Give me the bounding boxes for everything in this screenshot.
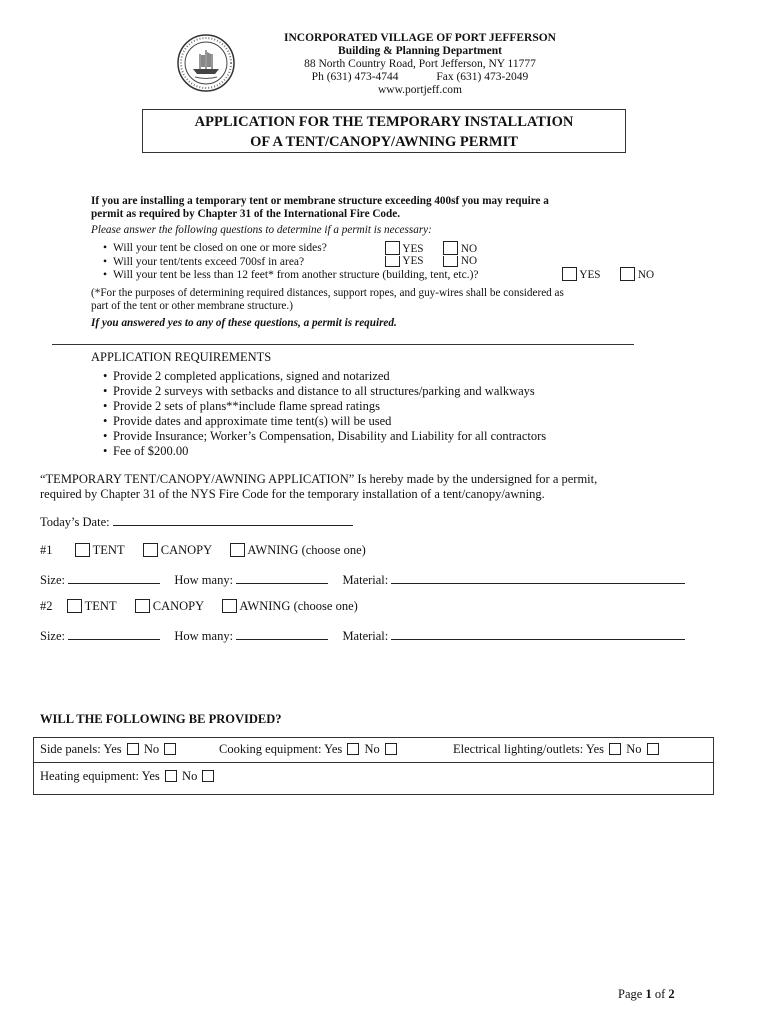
requirements-heading: APPLICATION REQUIREMENTS xyxy=(91,350,272,364)
material-1-label: Material: xyxy=(342,573,389,587)
size-1-label: Size: xyxy=(40,573,65,587)
q1-yes-checkbox[interactable] xyxy=(385,241,400,255)
structure-2-tent-checkbox[interactable] xyxy=(67,599,82,613)
form-title-box xyxy=(142,109,626,153)
page-number xyxy=(618,987,675,1002)
structure-1-tent-label: TENT xyxy=(92,543,125,557)
form-title-line1: APPLICATION FOR THE TEMPORARY INSTALLATION xyxy=(194,114,574,130)
page-prefix: Page xyxy=(618,987,643,1001)
q3-yes-label: YES xyxy=(579,269,601,281)
structure-2-row xyxy=(40,599,358,614)
electrical-no-label: No xyxy=(626,742,642,756)
provided-table xyxy=(33,737,714,795)
electrical-yes-checkbox[interactable] xyxy=(609,743,621,755)
application-statement-line2: required by Chapter 31 of the NYS Fire Code for the temporary installation of a tent/canopy/awning. xyxy=(40,487,545,501)
cooking-no-checkbox[interactable] xyxy=(385,743,397,755)
how-many-2-field[interactable] xyxy=(236,628,328,640)
structure-2-canopy-label: CANOPY xyxy=(152,599,204,613)
structure-1-row xyxy=(40,543,366,558)
size-row-2 xyxy=(40,628,685,644)
q1-no-checkbox[interactable] xyxy=(443,241,458,255)
provided-table-divider xyxy=(34,762,713,763)
header-website: www.portjeff.com xyxy=(378,84,462,96)
question-1: • Will your tent be closed on one or more sides? xyxy=(113,241,327,255)
header-phone-fax xyxy=(200,71,640,84)
cooking-no-label: No xyxy=(364,742,380,756)
q3-no-label: NO xyxy=(637,269,655,281)
electrical-label: Electrical lighting/outlets: Yes xyxy=(453,742,605,756)
material-2-field[interactable] xyxy=(391,628,685,640)
permit-required-note: If you answered yes to any of these questions, a permit is required. xyxy=(91,317,397,329)
todays-date-label: Today’s Date: xyxy=(40,515,110,529)
application-statement-line1: “TEMPORARY TENT/CANOPY/AWNING APPLICATION” Is hereby made by the undersigned for a permit, xyxy=(40,472,598,486)
size-2-field[interactable] xyxy=(68,628,160,640)
structure-1-canopy-label: CANOPY xyxy=(160,543,212,557)
structure-1-awning-checkbox[interactable] xyxy=(230,543,245,557)
q3-no-checkbox[interactable] xyxy=(620,267,635,281)
intro-instruction: Please answer the following questions to determine if a permit is necessary: xyxy=(91,224,432,236)
intro-bold-line1: If you are installing a temporary tent or membrane structure exceeding 400sf you may require a xyxy=(91,195,549,207)
electrical-item xyxy=(453,742,661,757)
structure-2-awning-checkbox[interactable] xyxy=(222,599,237,613)
cooking-item xyxy=(219,742,399,757)
electrical-no-checkbox[interactable] xyxy=(647,743,659,755)
structure-1-tent-checkbox[interactable] xyxy=(75,543,90,557)
side-panels-no-checkbox[interactable] xyxy=(164,743,176,755)
question-2-answers xyxy=(385,255,477,269)
header-dept: Building & Planning Department xyxy=(338,45,502,57)
todays-date-field[interactable] xyxy=(113,514,353,526)
size-2-label: Size: xyxy=(40,629,65,643)
header-org: INCORPORATED VILLAGE OF PORT JEFFERSON xyxy=(283,32,556,44)
header-address: 88 North Country Road, Port Jefferson, NY 11777 xyxy=(304,58,536,70)
heating-no-label: No xyxy=(182,769,198,783)
heating-item xyxy=(40,769,216,784)
structure-1-canopy-checkbox[interactable] xyxy=(143,543,158,557)
question-3: • Will your tent be less than 12 feet* from another structure (building, tent, etc.)? xyxy=(113,268,479,282)
footnote-line1: (*For the purposes of determining required distances, support ropes, and guy-wires shall be considered as xyxy=(91,287,564,299)
heating-label: Heating equipment: Yes xyxy=(40,769,160,783)
q1-yes-label: YES xyxy=(402,243,424,255)
size-row-1 xyxy=(40,572,685,588)
requirement-item: • Provide Insurance; Worker’s Compensation, Disability and Liability for all contractors xyxy=(113,429,546,444)
side-panels-yes-checkbox[interactable] xyxy=(127,743,139,755)
structure-2-label: #2 xyxy=(40,599,53,613)
structure-1-label: #1 xyxy=(40,543,53,557)
how-many-2-label: How many: xyxy=(174,629,234,643)
q3-yes-checkbox[interactable] xyxy=(562,267,577,281)
structure-2-awning-label: AWNING (choose one) xyxy=(239,599,358,613)
header-phone: Ph (631) 473-4744 xyxy=(311,71,399,83)
requirement-item: • Provide 2 sets of plans**include flame spread ratings xyxy=(113,399,380,414)
question-2: • Will your tent/tents exceed 700sf in area? xyxy=(113,255,304,269)
requirement-item: • Provide 2 completed applications, signed and notarized xyxy=(113,369,390,384)
how-many-1-label: How many: xyxy=(174,573,234,587)
structure-1-awning-label: AWNING (choose one) xyxy=(247,543,366,557)
q2-no-checkbox[interactable] xyxy=(443,256,458,267)
page-of: of xyxy=(654,987,666,1001)
cooking-yes-checkbox[interactable] xyxy=(347,743,359,755)
q1-no-label: NO xyxy=(460,243,478,255)
cooking-label: Cooking equipment: Yes xyxy=(219,742,343,756)
material-1-field[interactable] xyxy=(391,572,685,584)
side-panels-label: Side panels: Yes xyxy=(40,742,122,756)
page-current: 1 xyxy=(645,987,652,1001)
intro-bold-line2: permit as required by Chapter 31 of the International Fire Code. xyxy=(91,208,400,220)
size-1-field[interactable] xyxy=(68,572,160,584)
footnote-line2: part of the tent or other membrane structure.) xyxy=(91,300,293,312)
page-total: 2 xyxy=(668,987,675,1001)
material-2-label: Material: xyxy=(342,629,389,643)
structure-2-tent-label: TENT xyxy=(84,599,117,613)
provided-heading: WILL THE FOLLOWING BE PROVIDED? xyxy=(40,712,282,726)
requirement-item: • Fee of $200.00 xyxy=(113,444,188,459)
heating-no-checkbox[interactable] xyxy=(202,770,214,782)
structure-2-canopy-checkbox[interactable] xyxy=(135,599,150,613)
side-panels-item xyxy=(40,742,178,757)
requirement-item: • Provide 2 surveys with setbacks and distance to all structures/parking and walkways xyxy=(113,384,535,399)
q2-yes-checkbox[interactable] xyxy=(385,256,400,267)
todays-date-row xyxy=(40,514,353,530)
section-divider xyxy=(52,344,634,345)
q2-yes-label: YES xyxy=(402,255,424,267)
requirement-item: • Provide dates and approximate time tent(s) will be used xyxy=(113,414,391,429)
form-title-line2: OF A TENT/CANOPY/AWNING PERMIT xyxy=(250,134,518,150)
how-many-1-field[interactable] xyxy=(236,572,328,584)
heating-yes-checkbox[interactable] xyxy=(165,770,177,782)
question-3-answers xyxy=(562,267,654,283)
header-fax: Fax (631) 473-2049 xyxy=(436,71,529,83)
side-panels-no-label: No xyxy=(143,742,160,756)
q2-no-label: NO xyxy=(460,255,478,267)
